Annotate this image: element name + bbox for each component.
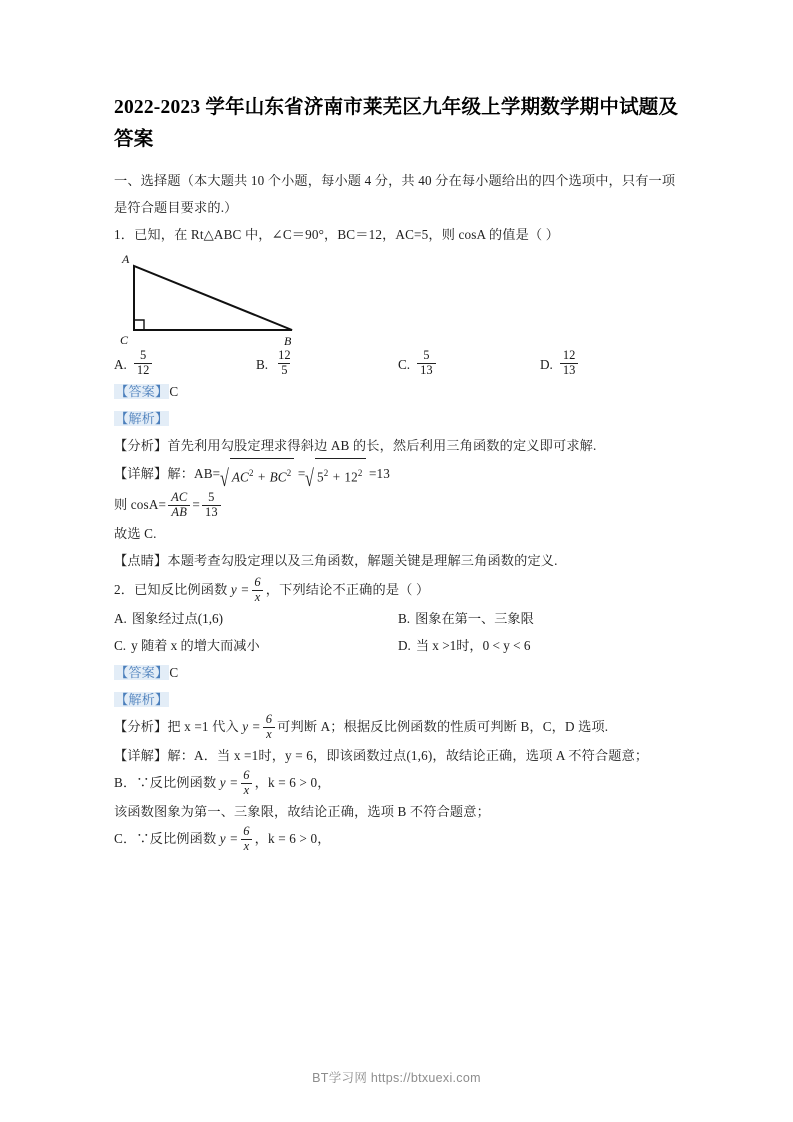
q2-option-a-text: 图象经过点(1,6) [131,611,224,627]
section-intro: 一、选择题（本大题共 10 个小题，每小题 4 分，共 40 分在每小题给出的四个选项中，只有一项是符合题目要求的.） [114,173,676,215]
vertex-label-c: C [120,333,129,347]
question-2-options-row-2 [114,632,682,659]
q2-detail-c-numerator: 6 [243,824,250,839]
option-c-label: C. [398,356,411,372]
five-over-thirteen-fraction [202,491,221,519]
question-2-answer-value: C [169,665,179,681]
answer-tag: 【答案】 [115,665,169,681]
q2-analysis-denominator: x [263,727,275,742]
option-b-numerator: 12 [278,348,291,362]
q2-option-d[interactable] [398,632,682,659]
question-2-fraction [251,576,263,604]
question-2-stem-suffix: ，下列结论不正确的是（ ） [265,582,430,598]
question-2-analysis-line [114,713,682,742]
question-1-options [114,350,682,378]
q2-detail-c-fraction [240,825,252,853]
question-1-analysis-line [114,432,682,459]
right-triangle-diagram [114,252,314,348]
question-1-highlight-line [114,547,682,574]
question-2-stem-prefix: 2．已知反比例函数 [114,582,231,598]
q2-detail-c-suffix: ，k = 6 > 0， [254,831,331,847]
radicand-1b: BC [269,469,287,485]
answer-tag: 【答案】 [115,384,169,399]
explain-tag: 【解析】 [115,692,169,708]
q2-option-d-text: 当 x >1时，0 < y < 6 [415,638,531,654]
option-c-numerator: 5 [423,348,430,362]
footer-watermark: BT学习网 https://btxuexi.com [312,1071,481,1085]
explain-tag: 【解析】 [115,411,169,426]
question-1-conclusion: 故选 C. [114,526,157,542]
detail-tag: 【详解】 [114,748,168,764]
q2-option-c-text: y 随着 x 的增大而减小 [131,638,260,654]
q2-detail-b-numerator: 6 [243,768,250,783]
option-b-fraction [275,349,294,377]
question-1-figure [114,252,682,348]
question-2-options-row-1 [114,605,682,632]
q2-option-c-label: C. [114,638,127,654]
q2-detail-c-y: y = [219,831,239,847]
analysis-tag: 【分析】 [114,719,168,735]
sqrt-expression-1: √ $AC^2 + BC^2$ [220,458,294,490]
option-d-label: D. [540,356,553,372]
option-b-label: B. [256,356,269,372]
question-2-detail-a [114,742,682,769]
question-2-numerator: 6 [254,575,261,590]
q2-analysis-prefix: 把 x =1 代入 [167,719,243,735]
ab-denominator: AB [168,505,190,520]
q2-option-a-label: A. [114,611,127,627]
analysis-tag: 【分析】 [114,438,168,453]
q2-option-b-text: 图象在第一、三象限 [415,611,534,627]
q2-analysis-fraction [263,713,275,741]
document-content [114,92,682,854]
q2-detail-b-y: y = [219,775,239,791]
q2-detail-b-prefix: B．∵反比例函数 [114,775,220,791]
option-a-fraction [134,349,153,377]
ac-over-ab-fraction [168,491,190,519]
q2-analysis-numerator: 6 [265,712,273,727]
question-1-analysis-text: 首先利用勾股定理求得斜边 AB 的长，然后利用三角函数的定义即可求解. [167,438,597,453]
solution-word: 解： [167,466,195,482]
question-2-answer-line [114,659,682,686]
q2-option-c[interactable] [114,632,398,659]
option-b-denominator: 5 [278,363,290,378]
q2-detail-b-fraction [240,769,252,797]
q2-option-b-label: B. [398,611,411,627]
detail-tag: 【详解】 [114,466,168,482]
q2-detail-c-denominator: x [241,839,253,854]
q2-option-b[interactable] [398,605,682,632]
q2-detail-a-text: 解：A．当 x =1时，y = 6，即该函数过点(1,6)，故结论正确，选项 A 不符合题意； [167,748,649,764]
option-d[interactable] [540,350,682,378]
question-2-denominator: x [252,590,264,605]
option-c-fraction [417,349,436,377]
vertex-label-b: B [284,334,292,348]
q2-detail-c-prefix: C．∵反比例函数 [114,831,220,847]
option-d-denominator: 13 [560,363,579,378]
q2-detail-b-suffix: ，k = 6 > 0， [254,775,331,791]
question-1-stem: 1．已知，在 Rt△ABC 中，∠C＝90°，BC＝12，AC=5，则 cosA 的值是（ ） [114,227,560,242]
vertex-label-a: A [122,252,130,266]
option-c-denominator: 13 [417,363,436,378]
question-1-highlight-text: 本题考查勾股定理以及三角函数，解题关键是理解三角函数的定义. [167,553,558,569]
ac-numerator: AC [171,490,188,505]
option-a[interactable] [114,350,256,378]
q2-option-d-label: D. [398,638,411,654]
option-d-fraction [560,349,579,377]
question-2-detail-b [114,769,682,798]
sqrt-expression-2: √ $5^2 + 12^2$ [305,458,365,490]
q2-option-a[interactable] [114,605,398,632]
thirteen-denominator: 13 [202,505,221,520]
question-2-y-equals: y = [230,582,250,598]
option-c[interactable] [398,350,540,378]
q2-analysis-suffix: 可判断 A；根据反比例函数的性质可判断 B，C，D 选项. [277,719,609,735]
question-1-answer-value: C [169,384,179,399]
option-b[interactable] [256,350,398,378]
question-1-explain-line [114,405,682,432]
question-2-explain-line [114,686,682,713]
question-1-detail-line-1: 【详解】解：AB= √ $AC^2 + BC^2$ = √ $5^2 + 12^2$ =13 [114,459,682,491]
question-1-detail-line-2: 则 cosA= $\frac{AC}{AB}$ = $\frac{5}{13}$ [114,491,682,520]
q2-detail-b-denominator: x [241,783,253,798]
ab-prefix: AB= [194,466,221,482]
question-2-detail-b-line2: 该函数图象为第一、三象限，故结论正确，选项 B 不符合题意； [114,804,490,820]
question-2-stem [114,576,682,605]
highlight-tag: 【点睛】 [114,553,168,569]
q2-analysis-y: y = [242,719,261,735]
question-1-answer-line [114,378,682,405]
ab-result: =13 [368,466,391,482]
option-a-denominator: 12 [134,363,153,378]
cos-a-prefix: 则 cosA= [114,497,167,513]
option-a-label: A. [114,356,127,372]
radicand-1: AC [231,469,249,485]
five-numerator: 5 [208,490,215,505]
page-title: 2022-2023 学年山东省济南市莱芜区九年级上学期数学期中试题及答案 [114,97,679,150]
option-d-numerator: 12 [562,348,576,362]
question-2-detail-c [114,825,682,854]
option-a-numerator: 5 [139,348,147,362]
